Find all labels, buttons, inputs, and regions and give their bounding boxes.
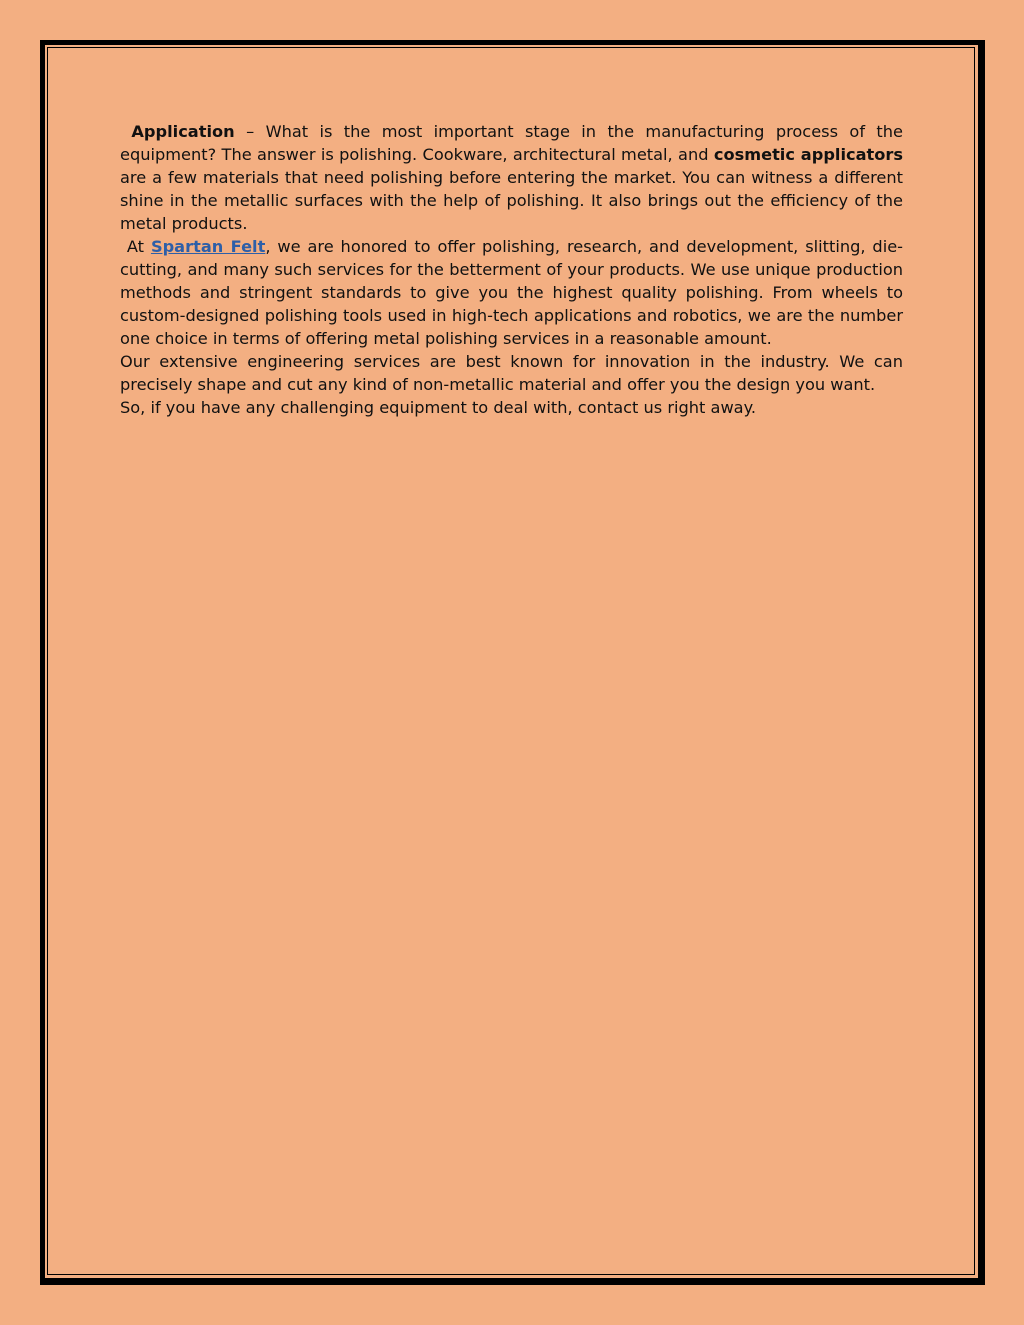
- spartan-text-after: , we are honored to offer polishing, research, and development, slitting, die-cutting, and many such services for the betterment of your products. We use unique production methods and stringent standards to give you the highest quality polishing. From wheels to custom-designed polishing tools used in high-tech applications and robotics, we are the number one choice in terms of offering metal polishing services in a reasonable amount.: [120, 237, 903, 348]
- spartan-paragraph: [120, 235, 903, 350]
- application-paragraph: [120, 120, 903, 235]
- closing-paragraph: So, if you have any challenging equipment to deal with, contact us right away.: [120, 398, 757, 417]
- application-lead: [120, 122, 131, 141]
- application-dash: –: [234, 122, 266, 141]
- application-text-after: are a few materials that need polishing before entering the market. You can witness a different shine in the metallic surfaces with the help of polishing. It also brings out the efficiency of the metal products.: [120, 168, 903, 233]
- application-term: Application: [131, 122, 235, 141]
- application-text-before: What is the most important stage in the manufacturing process of the equipment? The answer is polishing. Cookware, architectural metal, and: [120, 122, 903, 164]
- cosmetic-applicators-highlight: cosmetic applicators: [713, 145, 903, 164]
- spartan-lead: At: [120, 237, 151, 256]
- engineering-paragraph: Our extensive engineering services are best known for innovation in the industry. We can precisely shape and cut any kind of non-metallic material and offer you the design you want.: [120, 352, 903, 394]
- document-body: [120, 120, 903, 419]
- spartan-felt-link[interactable]: Spartan Felt: [150, 237, 266, 256]
